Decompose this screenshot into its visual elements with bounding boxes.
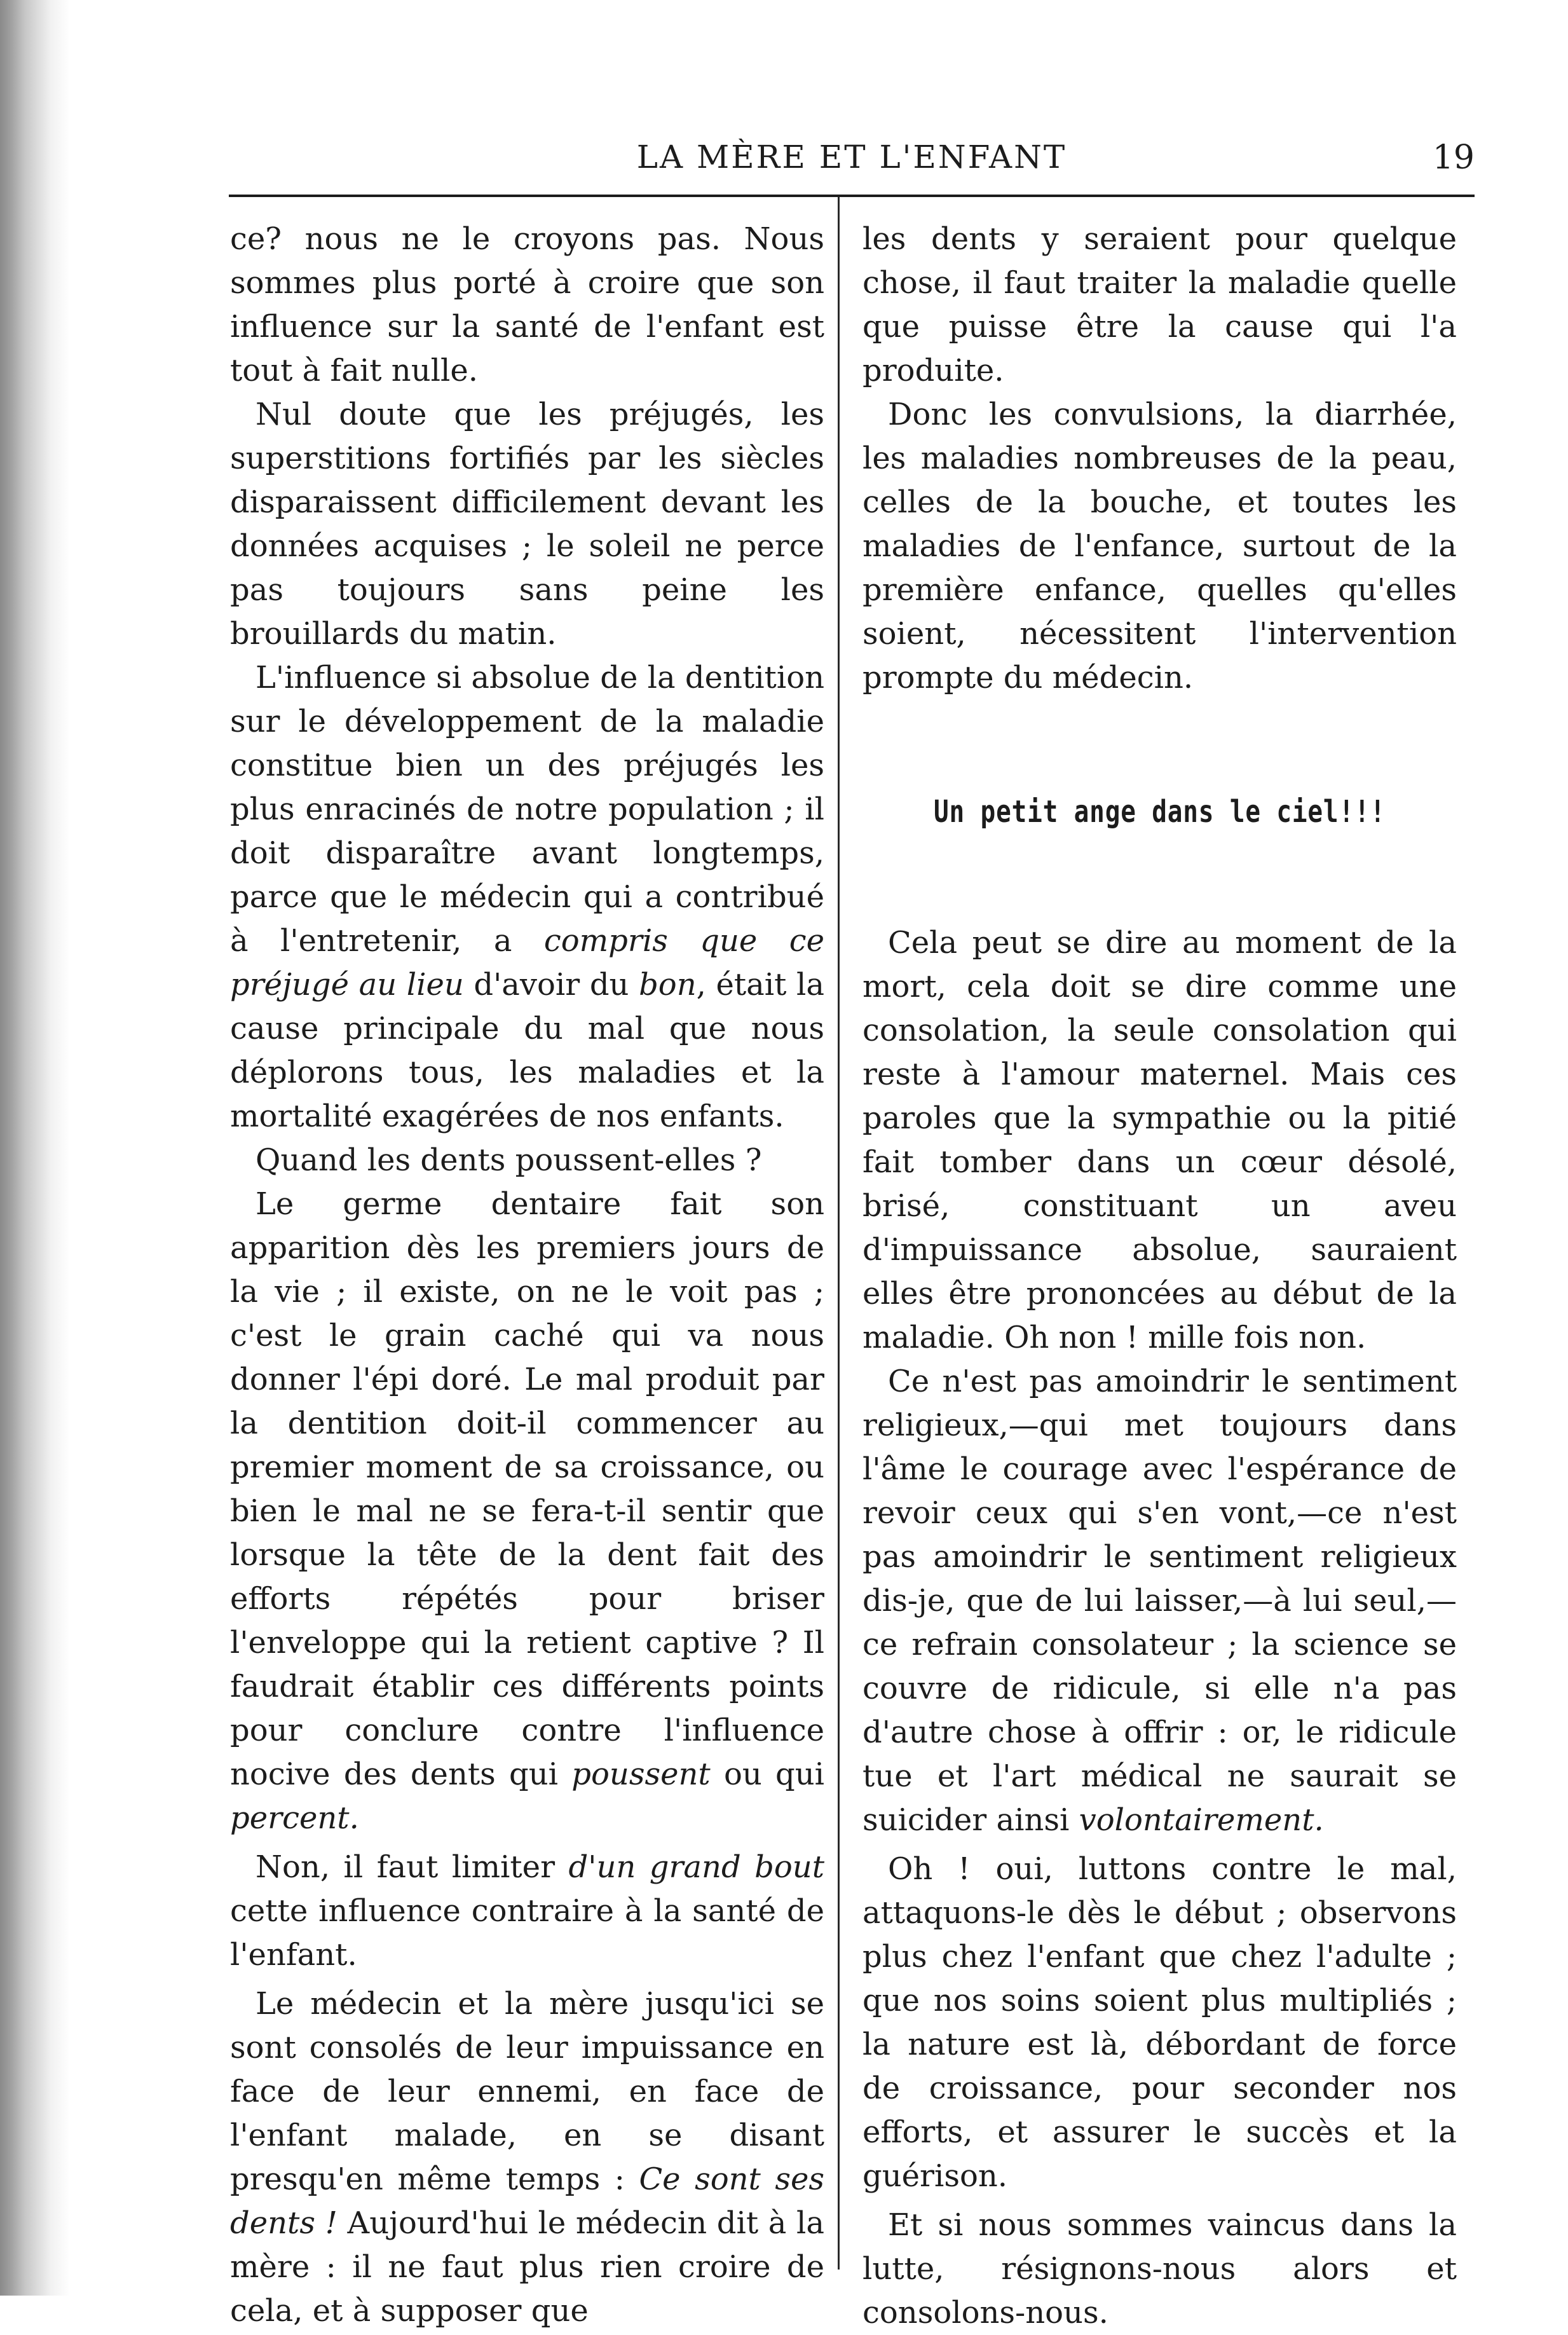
text-run: cette influence contraire à la santé de l'enfant. bbox=[230, 1893, 824, 1973]
paragraph bbox=[230, 1182, 824, 1840]
paragraph: les dents y seraient pour quelque chose, il faut traiter la maladie quelle que puisse être la cause qui l'a produite. bbox=[862, 221, 1457, 388]
page-header bbox=[229, 126, 1475, 183]
paragraph: Cela peut se dire au moment de la mort, cela doit se dire comme une consolation, la seule consolation qui reste à l'amour maternel. Mais ces paroles que la sympathie ou la pitié fait tomber dans un cœur désolé, brisé, constituant un aveu d'impuissance absolue, sauraient elles être prononcées au début de la maladie. Oh non ! mille fois non. bbox=[862, 925, 1457, 1355]
paragraph: ce? nous ne le croyons pas. Nous sommes plus porté à croire que son influence sur la santé de l'enfant est tout à fait nulle. bbox=[230, 221, 824, 388]
binding-edge-shadow bbox=[0, 0, 70, 2296]
text-run: Le médecin et la mère jusqu'ici se sont consolés de leur impuissance en face de leur ennemi, en face de l'enfant malade, en se disant presqu'en même temps : bbox=[230, 1986, 824, 2197]
text-run: ou qui bbox=[710, 1756, 824, 1792]
left-column bbox=[230, 217, 824, 2333]
paragraph bbox=[862, 1360, 1457, 1842]
italic-run: compris que ce préjugé au lieu bbox=[230, 923, 824, 1003]
italic-run: bon bbox=[639, 967, 697, 1003]
text-run: Le germe dentaire fait son apparition dès les premiers jours de la vie ; il existe, on ne le voit pas ; c'est le grain caché qui va nous donner l'épi doré. Le mal produit par la dentition doit-il commencer au premier moment de sa croissance, ou bien le mal ne se fera-t-il sentir que lorsque la tête de la dent fait des efforts répétés pour briser l'enveloppe qui la retient captive ? Il faudrait établir ces différents points pour conclure contre l'influence nocive des dents qui bbox=[230, 1186, 824, 1792]
paragraph bbox=[230, 656, 824, 1139]
paragraph bbox=[230, 1982, 824, 2333]
paragraph: Donc les convulsions, la diarrhée, les maladies nombreuses de la peau, celles de la bouche, et toutes les maladies de l'enfance, surtout de la première enfance, quelles qu'elles soient, nécessitent l'intervention prompte du médecin. bbox=[862, 397, 1457, 695]
paragraph: Quand les dents poussent-elles ? bbox=[256, 1142, 762, 1178]
italic-run: volontairement. bbox=[1079, 1802, 1324, 1838]
paragraph: Nul doute que les préjugés, les superstitions fortifiés par les siècles disparaissent difficilement devant les données acquises ; le soleil ne perce pas toujours sans peine les brouillards du matin. bbox=[230, 397, 824, 652]
header-rule bbox=[229, 195, 1475, 197]
column-divider bbox=[838, 197, 840, 2270]
italic-run: poussent bbox=[571, 1756, 711, 1792]
italic-run: Ce sont ses dents ! bbox=[230, 2161, 824, 2241]
text-run: Aujourd'hui le médecin dit à la mère : il ne faut plus rien croire de cela, et à supposer que bbox=[230, 2205, 825, 2329]
paragraph bbox=[230, 1845, 824, 1977]
running-title: LA MÈRE ET L'ENFANT bbox=[636, 139, 1067, 175]
section-title: Un petit ange dans le ciel!!! bbox=[934, 794, 1386, 830]
text-run: d'avoir du bbox=[463, 967, 639, 1003]
italic-run: d'un grand bout bbox=[568, 1849, 824, 1885]
right-column bbox=[862, 217, 1457, 2335]
text-run: , était la cause principale du mal que nous déplorons tous, les maladies et la mortalité exagérées de nos enfants. bbox=[230, 967, 824, 1134]
text-run: L'influence si absolue de la dentition sur le développement de la maladie constitue bien un des préjugés les plus enracinés de notre population ; il doit disparaître avant longtemps, parce que le médecin qui a contribué à l'entretenir, a bbox=[230, 660, 824, 959]
page-number: 19 bbox=[1432, 139, 1475, 177]
text-run: Ce n'est pas amoindrir le sentiment religieux,—qui met toujours dans l'âme le courage avec l'espérance de revoir ceux qui s'en vont,—ce n'est pas amoindrir le sentiment religieux dis-je, que de lui laisser,—à lui seul,—ce refrain consolateur ; la science se couvre de ridicule, si elle n'a pas d'autre chose à offrir : or, le ridicule tue et l'art médical ne saurait se suicider ainsi bbox=[862, 1364, 1457, 1838]
paragraph: Et si nous sommes vaincus dans la lutte, résignons-nous alors et consolons-nous. bbox=[862, 2207, 1457, 2331]
paragraph: Oh ! oui, luttons contre le mal, attaquons-le dès le début ; observons plus chez l'enfant que chez l'adulte ; que nos soins soient plus multipliés ; la nature est là, débordant de force de croissance, pour seconder nos efforts, et assurer le succès et la guérison. bbox=[862, 1851, 1457, 2194]
text-run: Non, il faut limiter bbox=[256, 1849, 569, 1885]
italic-run: percent. bbox=[230, 1800, 359, 1836]
